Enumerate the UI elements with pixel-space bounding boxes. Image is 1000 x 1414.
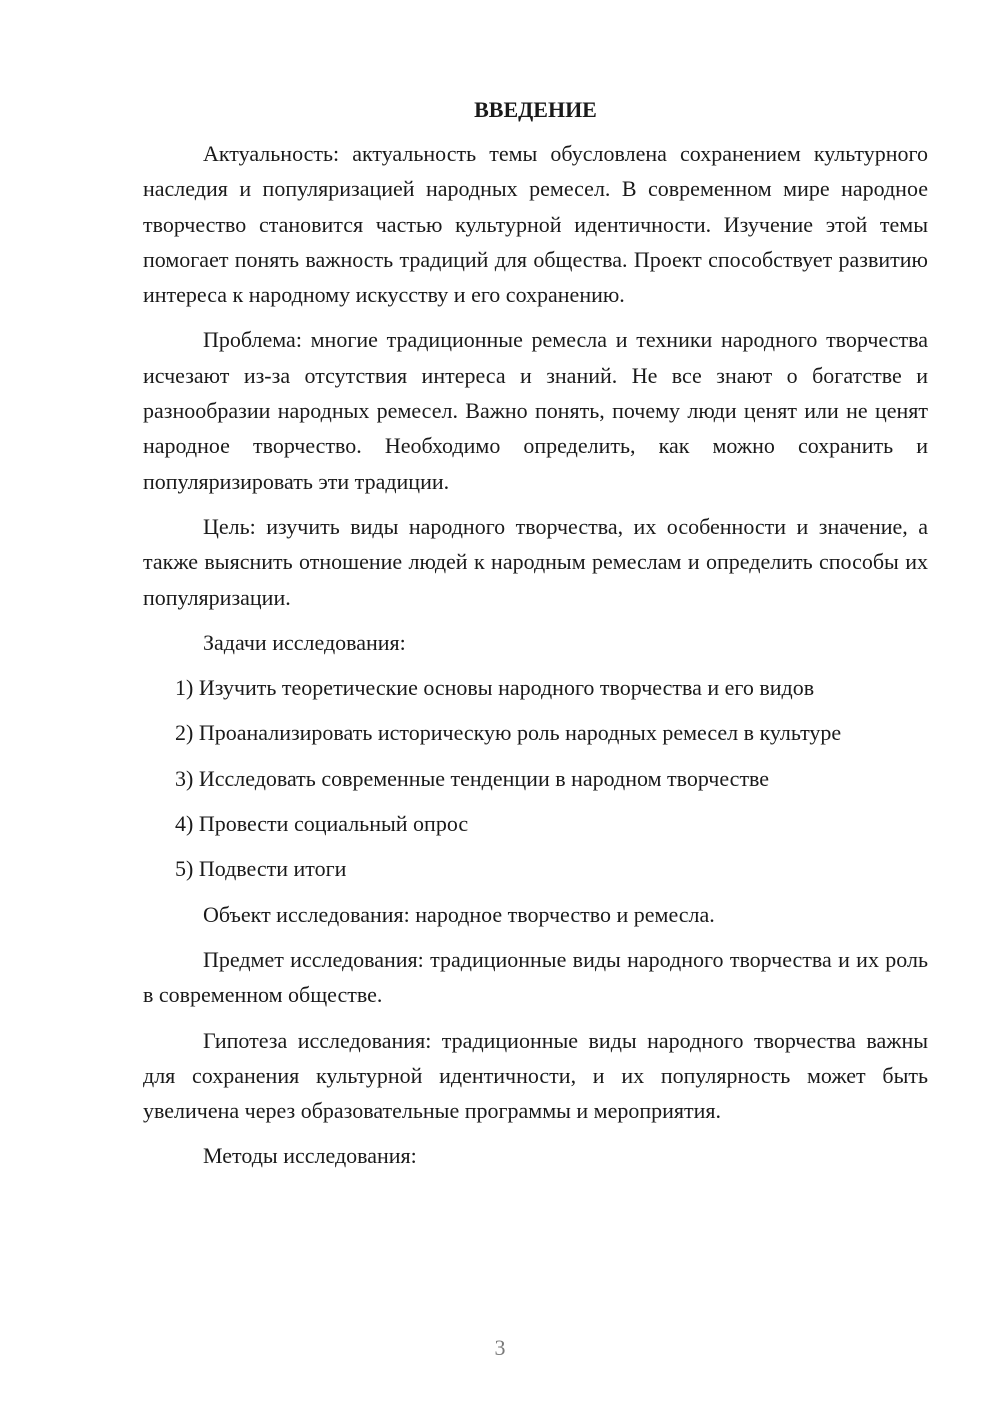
paragraph-methods: Методы исследования: [203,1143,417,1169]
paragraph-subject: Предмет исследования: традиционные виды народного творчества и их роль в современном обществе. [143,946,928,1008]
paragraph-object: Объект исследования: народное творчество и ремесла. [203,901,715,927]
paragraph-goal: Цель: изучить виды народного творчества, их особенности и значение, а также выяснить отношение людей к народным ремеслам и определить способы их популяризации. [143,513,928,610]
paragraph-problem: Проблема: многие традиционные ремесла и техники народного творчества исчезают из-за отсутствия интереса и знаний. Не все знают о богатстве и разнообразии народных ремесел. Важно понять, почему люди ценят или не ценят народное творчество. Необходимо определить, как можно сохранить и популяризировать эти традиции. [143,327,928,494]
paragraph-hypothesis: Гипотеза исследования: традиционные виды народного творчества важны для сохранения культурной идентичности, и их популярность может быть увеличена через образовательные программы и мероприятия. [143,1027,928,1124]
task-item-3: 3) Исследовать современные тенденции в народном творчестве [175,765,770,791]
page-number: 3 [494,1335,506,1360]
section-title: ВВЕДЕНИЕ [474,97,597,122]
task-item-5: 5) Подвести итоги [175,856,347,882]
task-item-2: 2) Проанализировать историческую роль народных ремесел в культуре [175,720,842,746]
paragraph-relevance: Актуальность: актуальность темы обусловлена сохранением культурного наследия и популяризацией народных ремесел. В современном мире народное творчество становится частью культурной идентичности. Изучение этой темы помогает понять важность традиций для общества. Проект способствует развитию интереса к народному искусству и его сохранению. [143,141,928,308]
tasks-heading: Задачи исследования: [203,629,406,655]
task-item-1: 1) Изучить теоретические основы народного творчества и его видов [175,675,815,701]
task-item-4: 4) Провести социальный опрос [175,811,469,837]
document-page [143,95,928,1184]
